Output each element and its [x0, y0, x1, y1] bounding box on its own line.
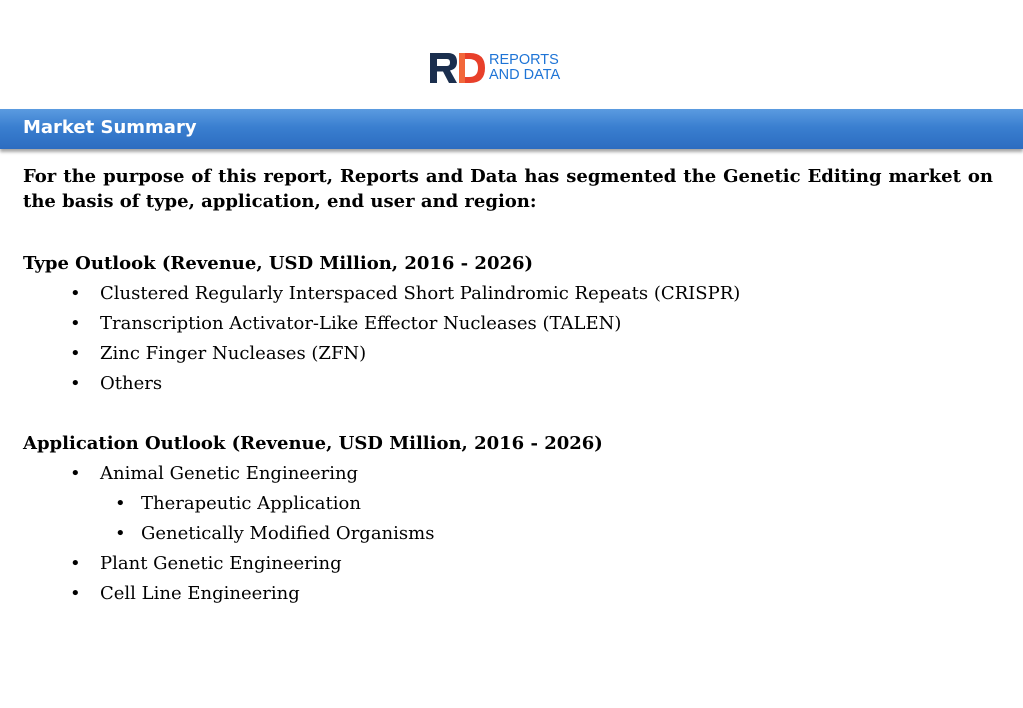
logo-line-and-data: AND DATA	[489, 67, 561, 83]
type-outlook-heading: Type Outlook (Revenue, USD Million, 2016 - 2026)	[23, 253, 534, 274]
logo-line-reports: REPORTS	[489, 52, 559, 68]
list-item-label: Transcription Activator-Like Effector Nucleases (TALEN)	[100, 313, 622, 334]
list-item	[23, 339, 993, 369]
list-item	[23, 309, 993, 339]
list-item-label: Cell Line Engineering	[100, 583, 300, 604]
rd-logo-icon	[430, 52, 486, 84]
bullet-icon: •	[70, 463, 81, 484]
application-outlook-heading: Application Outlook (Revenue, USD Million, 2016 - 2026)	[23, 433, 603, 454]
list-item	[23, 369, 993, 399]
bullet-icon: •	[70, 283, 81, 304]
reports-and-data-logo	[430, 52, 560, 84]
bullet-icon: •	[70, 583, 81, 604]
type-outlook-list	[23, 279, 993, 399]
list-item-label: Others	[100, 373, 163, 394]
content	[23, 164, 993, 609]
bullet-icon: •	[70, 373, 81, 394]
bullet-icon: •	[70, 343, 81, 364]
application-outlook-list	[23, 459, 993, 609]
list-item-label: Plant Genetic Engineering	[100, 553, 342, 574]
list-item	[23, 549, 993, 579]
list-item-label: Zinc Finger Nucleases (ZFN)	[100, 343, 367, 364]
list-item-label: Animal Genetic Engineering	[100, 463, 359, 484]
bullet-icon: •	[70, 553, 81, 574]
list-item	[23, 459, 993, 489]
bullet-icon: •	[70, 313, 81, 334]
section-banner	[0, 109, 1023, 149]
list-item	[23, 279, 993, 309]
list-item	[23, 579, 993, 609]
logo-text	[489, 53, 560, 83]
sub-list-item	[23, 489, 993, 519]
sub-list-item-label: Genetically Modified Organisms	[141, 523, 435, 544]
bullet-icon: •	[115, 493, 126, 514]
sub-list-item	[23, 519, 993, 549]
sub-list-item-label: Therapeutic Application	[141, 493, 361, 514]
list-item-label: Clustered Regularly Interspaced Short Palindromic Repeats (CRISPR)	[100, 283, 741, 304]
bullet-icon: •	[115, 523, 126, 544]
intro-paragraph: For the purpose of this report, Reports and Data has segmented the Genetic Editing market on the basis of type, application, end user and region:	[23, 166, 993, 212]
banner-title: Market Summary	[23, 117, 197, 138]
